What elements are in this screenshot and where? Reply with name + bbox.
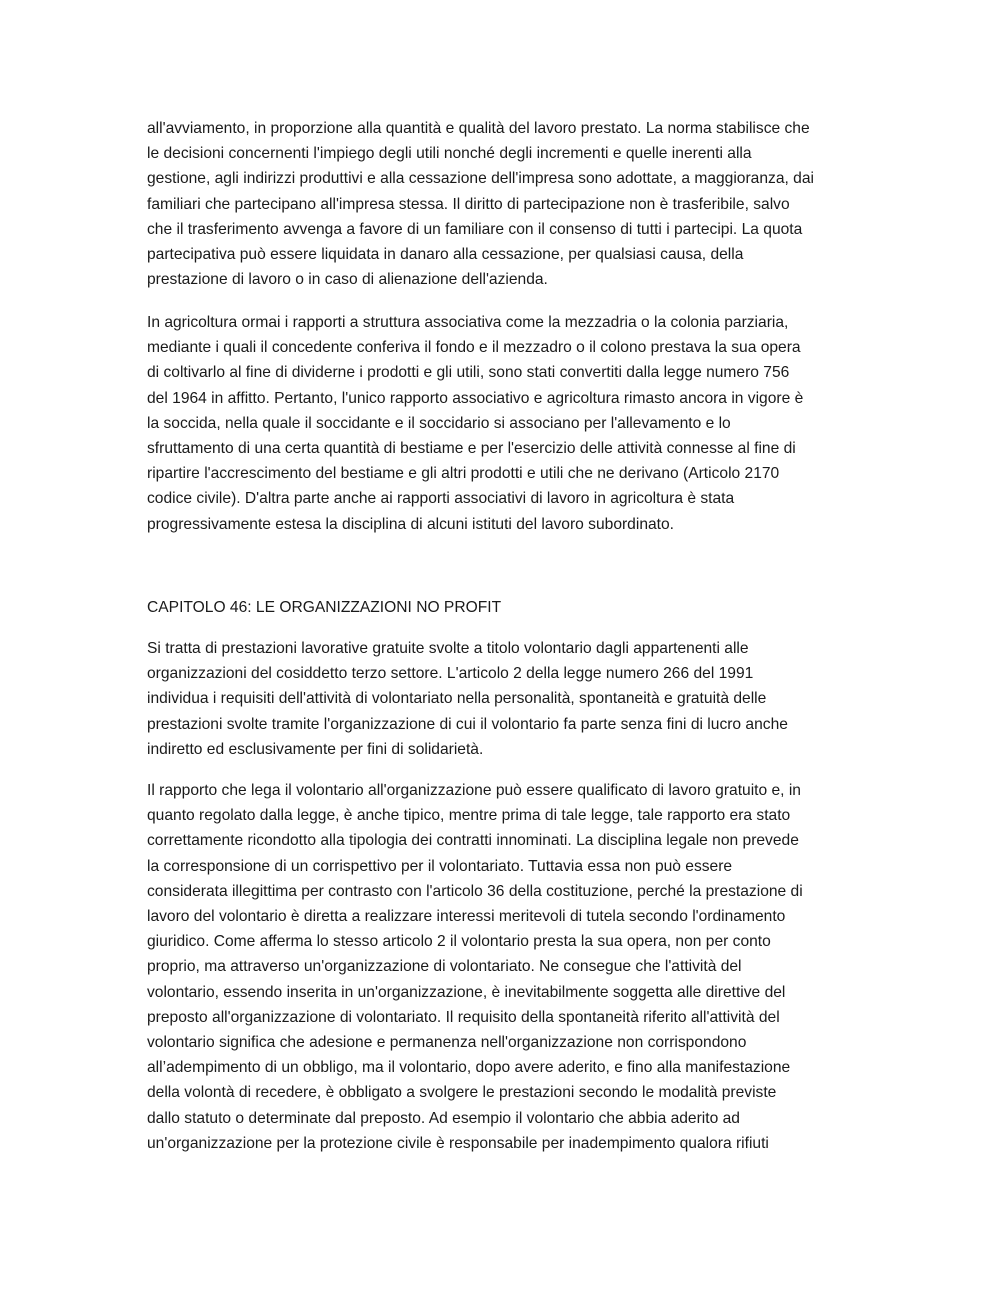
text-line: individua i requisiti dell'attività di volontariato nella personalità, spontaneità e gratuità delle	[147, 690, 767, 708]
text-line: del 1964 in affitto. Pertanto, l'unico rapporto associativo e agricoltura rimasto ancora in vigore è	[147, 389, 804, 407]
paragraph-impresa-familiare	[147, 116, 867, 292]
text-line: progressivamente estesa la disciplina di alcuni istituti del lavoro subordinato.	[147, 515, 675, 533]
text-line: dallo statuto o determinate dal preposto. Ad esempio il volontario che abbia aderito ad	[147, 1109, 740, 1127]
text-line: In agricoltura ormai i rapporti a struttura associativa come la mezzadria o la colonia parziaria,	[147, 314, 789, 331]
text-line: gestione, agli indirizzi produttivi e alla cessazione dell'impresa sono adottate, a maggioranza, dai	[147, 170, 814, 188]
text-line: le decisioni concernenti l'impiego degli utili nonché degli incrementi e quelle inerenti alla	[147, 145, 752, 163]
text-line: di coltivarlo al fine di dividerne i prodotti e gli utili, sono stati convertiti dalla legge numero 756	[147, 364, 790, 382]
text-line: correttamente ricondotto alla tipologia dei contratti innominati. La disciplina legale non prevede	[147, 832, 799, 850]
text-line: indiretto ed esclusivamente per fini di solidarietà.	[147, 740, 484, 758]
text-line: lavoro del volontario è diretta a realizzare interessi meritevoli di tutela secondo l'ordinamento	[147, 908, 786, 926]
text-line: Si tratta di prestazioni lavorative gratuite svolte a titolo volontario dagli appartenenti alle	[147, 640, 749, 657]
text-line: Il rapporto che lega il volontario all'organizzazione può essere qualificato di lavoro gratuito e, in	[147, 782, 801, 799]
text-line: la soccida, nella quale il soccidante e il soccidario si associano per l'allevamento e lo	[147, 414, 731, 432]
text-line: all'avviamento, in proporzione alla quantità e qualità del lavoro prestato. La norma stabilisce che	[147, 120, 810, 137]
text-line: prestazioni svolte tramite l'organizzazione di cui il volontario fa parte senza fini di lucro anche	[147, 715, 788, 733]
text-line: preposto all'organizzazione di volontariato. Il requisito della spontaneità riferito all'attività del	[147, 1008, 780, 1026]
paragraph-volontariato-intro	[147, 636, 867, 762]
text-line: mediante i quali il concedente conferiva il fondo e il mezzadro o il colono prestava la sua opera	[147, 339, 801, 357]
text-line: la corresponsione di un corrispettivo per il volontariato. Tuttavia essa non può essere	[147, 857, 733, 875]
text-line: proprio, ma attraverso un'organizzazione di volontariato. Ne consegue che l'attività del	[147, 958, 742, 976]
paragraph-agricoltura	[147, 310, 867, 537]
text-line: codice civile). D'altra parte anche ai rapporti associativi di lavoro in agricoltura è stata	[147, 490, 735, 508]
text-line: quanto regolato dalla legge, è anche tipico, mentre prima di tale legge, tale rapporto era stato	[147, 807, 791, 825]
text-line: un'organizzazione per la protezione civile è responsabile per inadempimento qualora rifiuti	[147, 1134, 769, 1152]
text-line: della volontà di recedere, è obbligato a svolgere le prestazioni secondo le modalità previste	[147, 1084, 777, 1102]
paragraph-rapporto-volontario	[147, 778, 867, 1156]
text-line: ripartire l'accrescimento del bestiame e gli altri prodotti e utili che ne derivano (Articolo 2170	[147, 465, 780, 483]
chapter-title: CAPITOLO 46: LE ORGANIZZAZIONI NO PROFIT	[147, 599, 502, 616]
chapter-heading	[147, 595, 867, 620]
text-line: volontario significa che adesione e permanenza nell'organizzazione non corrispondono	[147, 1034, 747, 1052]
text-line: familiari che partecipano all'impresa stessa. Il diritto di partecipazione non è trasferibile, salvo	[147, 195, 790, 213]
text-line: che il trasferimento avvenga a favore di un familiare con il consenso di tutti i partecipi. La quota	[147, 220, 803, 238]
text-line: prestazione di lavoro o in caso di alienazione dell'azienda.	[147, 271, 548, 289]
text-line: considerata illegittima per contrasto con l'articolo 36 della costituzione, perché la prestazione di	[147, 882, 803, 900]
text-line: volontario, essendo inserita in un'organizzazione, è inevitabilmente soggetta alle direttive del	[147, 983, 786, 1001]
text-line: all’adempimento di un obbligo, ma il volontario, dopo avere aderito, e fino alla manifestazione	[147, 1059, 791, 1077]
text-line: giuridico. Come afferma lo stesso articolo 2 il volontario presta la sua opera, non per conto	[147, 933, 771, 951]
text-line: sfruttamento di una certa quantità di bestiame e per l'esercizio delle attività connesse al fine di	[147, 440, 796, 458]
text-line: organizzazioni del cosiddetto terzo settore. L'articolo 2 della legge numero 266 del 1991	[147, 665, 754, 683]
text-line: partecipativa può essere liquidata in danaro alla cessazione, per qualsiasi causa, della	[147, 246, 744, 264]
